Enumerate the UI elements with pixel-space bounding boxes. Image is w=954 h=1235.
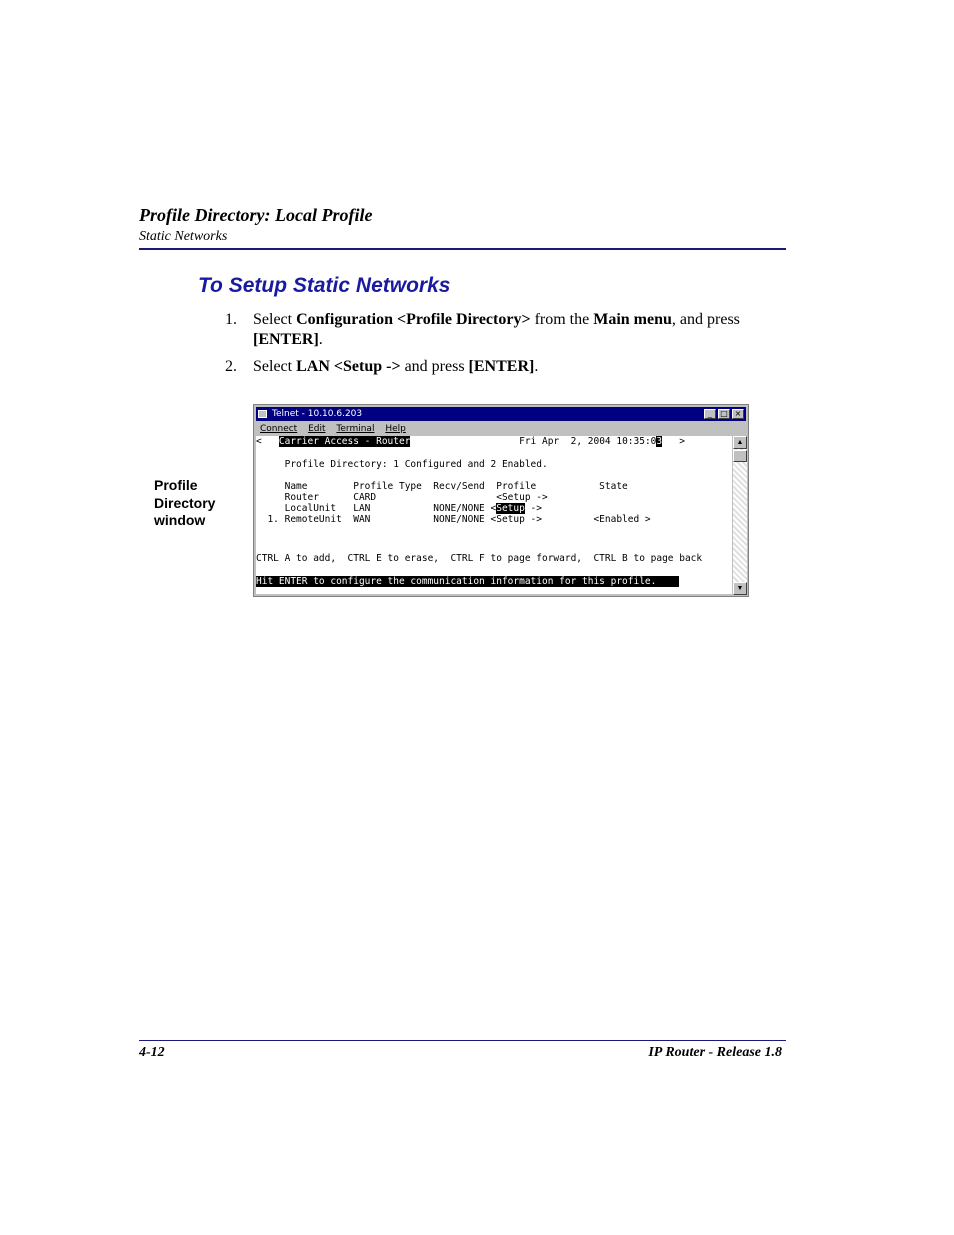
menu-help[interactable]: Help xyxy=(385,424,406,434)
maximize-button[interactable]: □ xyxy=(718,409,730,419)
page-number: 4-12 xyxy=(139,1045,165,1060)
step-text: Select Configuration <Profile Directory> from the Main menu, and press [ENTER]. xyxy=(253,311,740,348)
terminal-cursor: 3 xyxy=(656,436,663,447)
key-enter: [ENTER] xyxy=(253,331,319,348)
terminal-line-banner: < Carrier Access - Router Fri Apr 2, 2004 10:35:03 > xyxy=(256,436,686,447)
telnet-app-icon xyxy=(258,410,267,418)
menu-connect[interactable]: Connect xyxy=(260,424,298,434)
menu-path: Configuration <Profile Directory> xyxy=(296,311,531,328)
menu-terminal[interactable]: Terminal xyxy=(336,424,375,434)
close-button[interactable]: × xyxy=(732,409,744,419)
terminal-banner: Carrier Access - Router xyxy=(278,436,411,447)
header-rule xyxy=(139,248,786,250)
step-2 xyxy=(225,357,805,379)
terminal-screen[interactable] xyxy=(256,436,732,594)
running-header-title: Profile Directory: Local Profile xyxy=(139,205,373,225)
vertical-scrollbar[interactable] xyxy=(733,436,747,595)
footer-rule xyxy=(139,1040,786,1041)
running-header-subtitle: Static Networks xyxy=(139,229,228,244)
telnet-titlebar[interactable] xyxy=(256,407,746,421)
scroll-down-icon[interactable]: ▼ xyxy=(733,582,747,595)
telnet-title: Telnet - 10.10.6.203 xyxy=(272,409,363,419)
step-text: Select LAN <Setup -> and press [ENTER]. xyxy=(253,358,539,375)
step-1 xyxy=(225,310,805,352)
minimize-button[interactable]: _ xyxy=(704,409,716,419)
footer-product: IP Router - Release 1.8 xyxy=(648,1045,782,1060)
step-number: 1. xyxy=(225,311,237,328)
telnet-menubar xyxy=(256,422,746,436)
menu-path: LAN <Setup -> xyxy=(296,358,401,375)
figure-caption: Profile Directory window xyxy=(154,477,216,528)
step-number: 2. xyxy=(225,358,237,375)
selected-setup-field[interactable]: Setup xyxy=(496,503,525,514)
terminal-table-row: LocalUnit LAN NONE/NONE <Setup -> xyxy=(256,503,542,514)
section-heading: To Setup Static Networks xyxy=(198,274,451,297)
terminal-table-header: Name Profile Type Recv/Send Profile State xyxy=(256,481,628,492)
terminal-help-line: CTRL A to add, CTRL E to erase, CTRL F to page forward, CTRL B to page back xyxy=(256,553,703,564)
telnet-window xyxy=(253,404,749,597)
menu-edit[interactable]: Edit xyxy=(308,424,326,434)
scroll-thumb[interactable] xyxy=(733,450,747,462)
terminal-table-row: Router CARD <Setup -> xyxy=(256,492,548,503)
key-enter: [ENTER] xyxy=(468,358,535,375)
scroll-up-icon[interactable]: ▲ xyxy=(733,436,747,449)
terminal-status-line: Hit ENTER to configure the communication information for this profile. xyxy=(256,576,680,587)
menu-name: Main menu xyxy=(593,311,672,328)
terminal-table-row: 1. RemoteUnit WAN NONE/NONE <Setup -> <Enabled > xyxy=(256,514,651,525)
terminal-line: Profile Directory: 1 Configured and 2 Enabled. xyxy=(256,459,548,470)
